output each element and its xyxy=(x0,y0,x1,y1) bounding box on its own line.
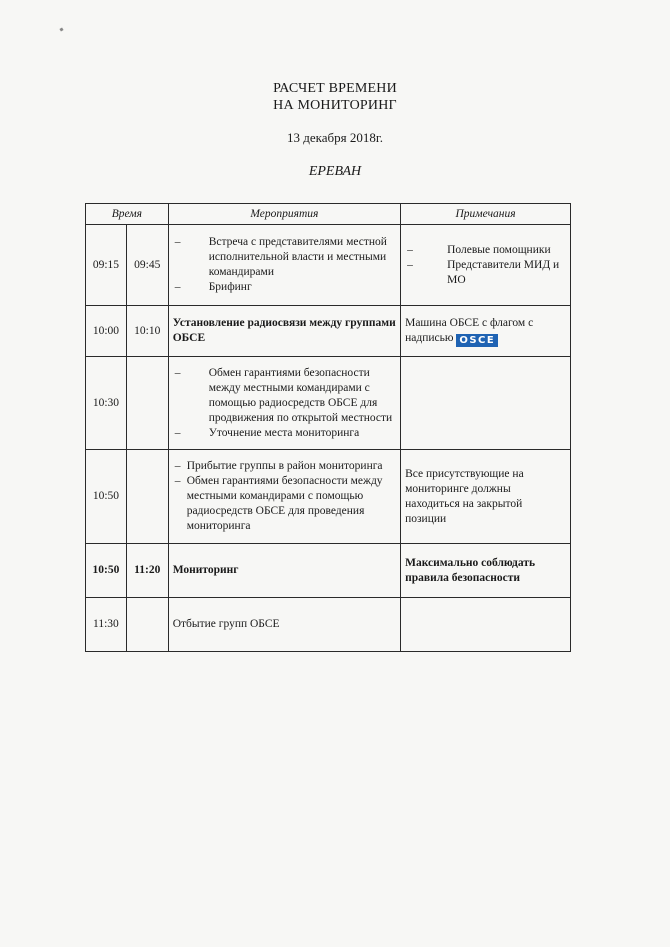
event-cell: Мониторинг xyxy=(168,544,400,598)
time-end: 11:20 xyxy=(126,544,168,598)
list-item: – Представители МИД и МО xyxy=(405,258,566,288)
table-row xyxy=(86,598,571,652)
event-list xyxy=(173,459,396,534)
list-item: – Брифинг xyxy=(173,280,396,295)
header-time: Время xyxy=(86,204,169,225)
event-list xyxy=(173,366,396,441)
notes-cell xyxy=(401,598,571,652)
list-item: – Обмен гарантиями безопасности между местными командирами с помощью радиосредств ОБСЕ для проведения мониторинга xyxy=(173,474,396,534)
notes-cell: Все присутствующие на мониторинге должны находиться на закрытой позиции xyxy=(401,450,571,544)
document-title xyxy=(0,80,670,114)
title-line-1: РАСЧЕТ ВРЕМЕНИ xyxy=(273,81,397,96)
event-list xyxy=(173,235,396,295)
table-header-row xyxy=(86,204,571,225)
time-end: 09:45 xyxy=(126,225,168,306)
event-cell: Установление радиосвязи между группами ОБСЕ xyxy=(168,306,400,357)
time-start: 10:50 xyxy=(86,544,127,598)
time-start: 10:50 xyxy=(86,450,127,544)
table-row xyxy=(86,357,571,450)
scan-mark xyxy=(59,27,63,31)
event-cell: Отбытие групп ОБСЕ xyxy=(168,598,400,652)
time-end xyxy=(126,598,168,652)
header-notes: Примечания xyxy=(401,204,571,225)
notes-text: Машина ОБСЕ с флагом с надписью xyxy=(405,316,534,344)
event-cell xyxy=(168,357,400,450)
list-item: – Полевые помощники xyxy=(405,243,566,258)
event-cell xyxy=(168,450,400,544)
table-row xyxy=(86,450,571,544)
notes-cell xyxy=(401,306,571,357)
document-date: 13 декабря 2018г. xyxy=(287,130,383,145)
notes-cell xyxy=(401,357,571,450)
time-end: 10:10 xyxy=(126,306,168,357)
notes-cell xyxy=(401,225,571,306)
notes-list xyxy=(405,243,566,288)
time-end xyxy=(126,357,168,450)
table-row xyxy=(86,544,571,598)
list-item: – Встреча с представителями местной исполнительной власти и местными командирами xyxy=(173,235,396,280)
time-start: 10:00 xyxy=(86,306,127,357)
table-row xyxy=(86,225,571,306)
title-line-2: НА МОНИТОРИНГ xyxy=(273,98,397,113)
schedule-table xyxy=(85,203,571,652)
list-item: – Уточнение места мониторинга xyxy=(173,426,396,441)
list-item: – Обмен гарантиями безопасности между местными командирами с помощью радиосредств ОБСЕ для продвижения по открытой местности xyxy=(173,366,396,426)
table-row xyxy=(86,306,571,357)
osce-logo: OSCE xyxy=(456,334,498,347)
event-cell xyxy=(168,225,400,306)
time-start: 11:30 xyxy=(86,598,127,652)
list-item: – Прибытие группы в район мониторинга xyxy=(173,459,396,474)
header-events: Мероприятия xyxy=(168,204,400,225)
time-start: 10:30 xyxy=(86,357,127,450)
notes-cell: Максимально соблюдать правила безопасности xyxy=(401,544,571,598)
time-end xyxy=(126,450,168,544)
time-start: 09:15 xyxy=(86,225,127,306)
document-city: ЕРЕВАН xyxy=(308,164,362,179)
